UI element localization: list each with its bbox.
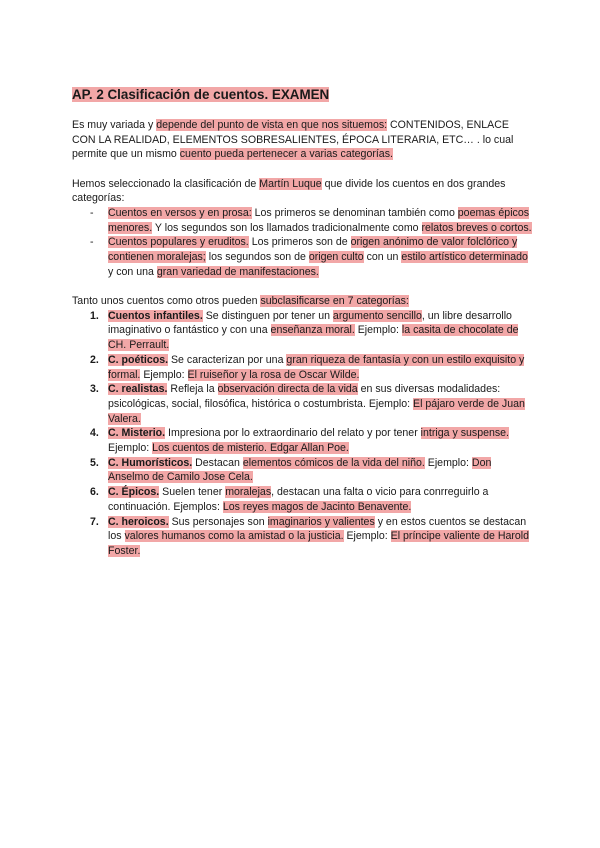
category-name: C. Misterio.: [108, 427, 166, 440]
intro-highlight-1: depende del punto de vista en que nos situemos:: [156, 119, 388, 131]
list-item: 6. C. Épicos. Suelen tener moralejas, destacan una falta o vicio para conrreguirlo a continuación. Ejemplos: Los reyes magos de Jacinto Benavente.: [90, 486, 489, 513]
selection-highlight: Martín Luque: [259, 177, 322, 190]
subclass-text: Tanto unos cuentos como otros pueden: [72, 295, 261, 308]
subclass-paragraph: [72, 294, 532, 309]
category-list: [72, 309, 532, 559]
item-number: 7.: [90, 515, 99, 528]
list-item: 5. C. Humorísticos. Destacan elementos cómicos de la vida del niño. Ejemplo: Don Anselmo de Camilo Jose Cela.: [90, 456, 492, 484]
intro-highlight-2: cuento pueda pertenecer a varias categorías.: [179, 148, 393, 161]
intro-text-2: CONTENIDOS, ENLACE CON LA REALIDAD, ELEMENTOS SOBRESALIENTES, ÉPOCA LITERARIA, ETC… . lo cual permite que un mismo: [72, 119, 514, 161]
dash-bullet: -: [90, 207, 94, 220]
item-number: 5.: [90, 456, 99, 469]
list-item: 4. C. Misterio. Impresiona por lo extraordinario del relato y por tener intriga y suspense. Ejemplo: Los cuentos de misterio. Edgar Allan Poe.: [90, 427, 510, 455]
category-name: C. Épicos.: [108, 486, 160, 499]
intro-text-1: Es muy variada y: [72, 119, 157, 131]
category-name: C. realistas.: [108, 383, 168, 396]
list-item: 1. Cuentos infantiles. Se distinguen por tener un argumento sencillo, un libre desarrollo imaginativo o fantástico y con una enseñanza moral. Ejemplo: la casita de chocolate de CH. Perrault.: [90, 309, 519, 352]
list-item: 7. C. heroicos. Sus personajes son imaginarios y valientes y en estos cuentos se destacan los valores humanos como la amistad o la justicia. Ejemplo: El príncipe valiente de Harold Foster.: [90, 515, 530, 557]
category-name: C. Humorísticos.: [108, 456, 193, 469]
item-number: 6.: [90, 486, 99, 499]
item-number: 3.: [90, 383, 99, 396]
title-text: AP. 2 Clasificación de cuentos. EXAMEN: [72, 87, 330, 102]
list-item: 2. C. poéticos. Se caracterizan por una gran riqueza de fantasía y con un estilo exquisito y formal. Ejemplo: El ruiseñor y la rosa de Oscar Wilde.: [90, 353, 525, 381]
dash-bullet: -: [90, 236, 94, 249]
list-item: 3. C. realistas. Refleja la observación directa de la vida en sus diversas modalidades: psicológicas, social, filosófica, histórica o costumbrista. Ejemplo: El pájaro verde de Juan Valera.: [90, 383, 525, 425]
list-item: - Cuentos en versos y en prosa: Los primeros se denominan también como poemas épicos menores. Y los segundos son los llamados tradicionalmente como relatos breves o cortos.: [90, 207, 532, 234]
category-name: Cuentos infantiles.: [108, 309, 203, 322]
selection-paragraph: [72, 177, 532, 206]
category-name: C. heroicos.: [108, 515, 169, 528]
group-list: [72, 206, 532, 280]
document-page: [72, 86, 532, 559]
list-item: - Cuentos populares y eruditos. Los primeros son de origen anónimo de valor folclórico y contienen moralejas; los segundos son de origen culto con un estilo artístico determinado y con una gran variedad de manifestaciones.: [90, 236, 528, 278]
selection-text-2: que divide los cuentos en dos grandes categorías:: [72, 177, 506, 205]
intro-paragraph: [72, 118, 532, 162]
item-number: 1.: [90, 309, 99, 322]
item-number: 4.: [90, 427, 99, 440]
item-number: 2.: [90, 353, 99, 366]
category-name: C. poéticos.: [108, 353, 169, 366]
selection-text-1: Hemos seleccionado la clasificación de: [72, 177, 260, 190]
page-title: [72, 86, 532, 103]
subclass-highlight: subclasificarse en 7 categorías:: [260, 295, 409, 308]
